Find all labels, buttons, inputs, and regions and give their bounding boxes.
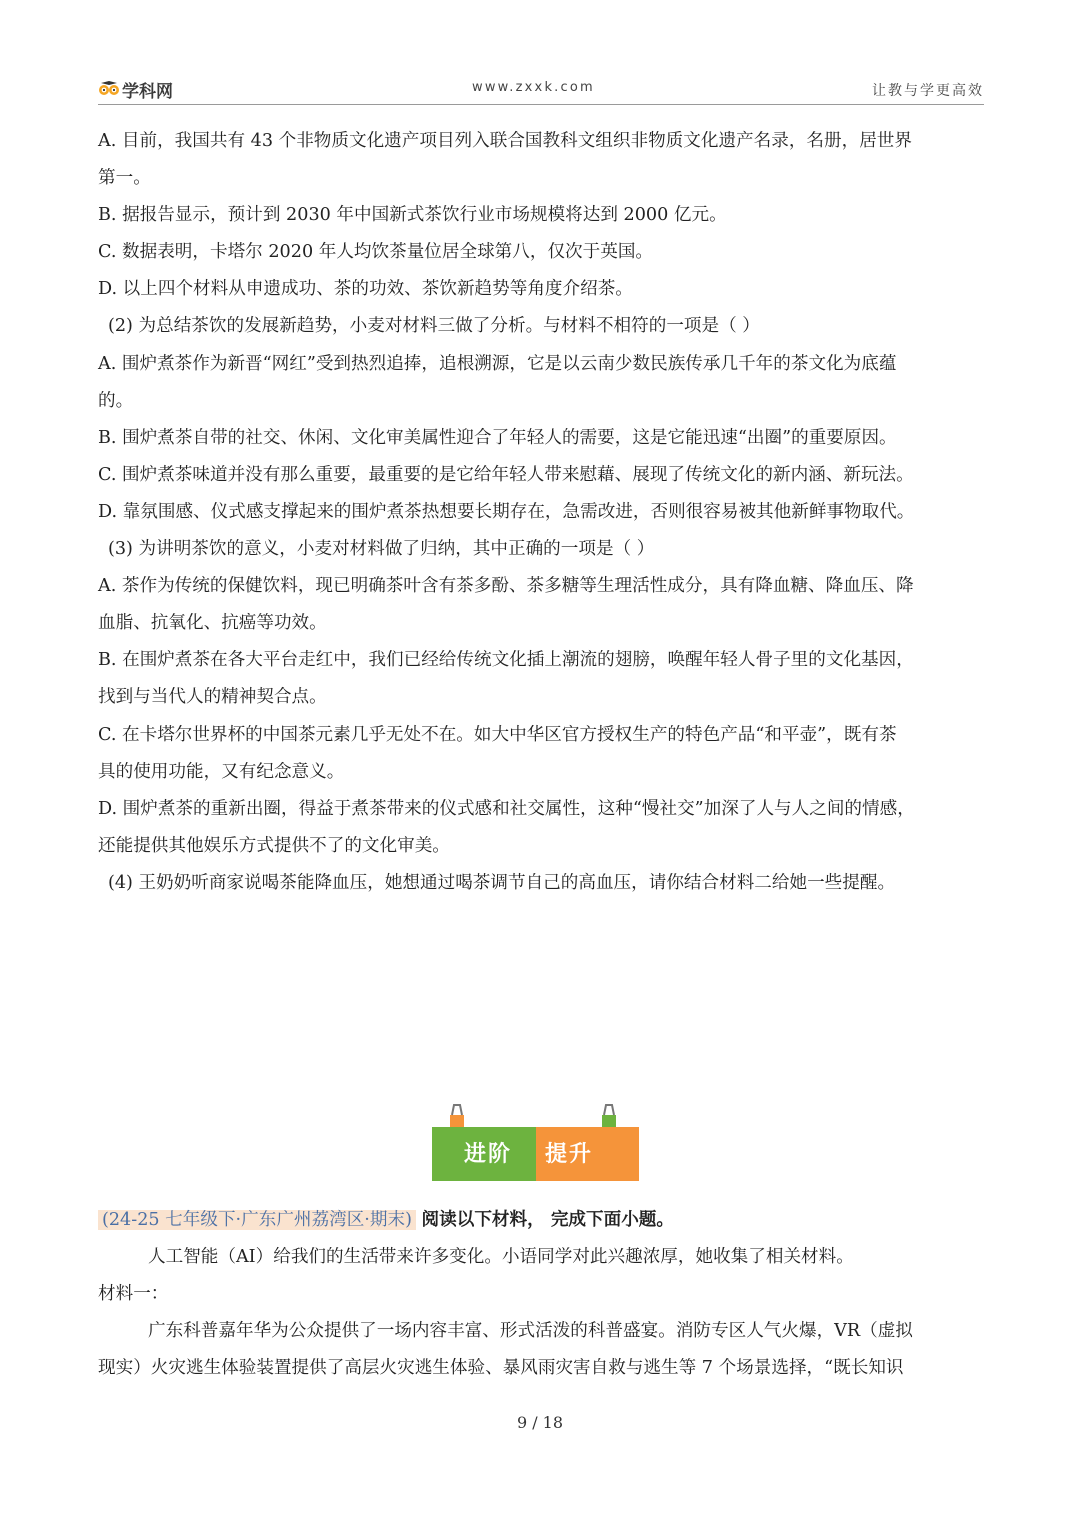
question-stem: (3) 为讲明茶饮的意义，小麦对材料做了归纳，其中正确的一项是（ ） <box>108 539 655 560</box>
reading-section <box>98 1201 984 1387</box>
text-line: 还能提供其他娱乐方式提供不了的文化审美。 <box>98 835 450 856</box>
material-label: 材料一： <box>98 1284 169 1305</box>
question-stem: (2) 为总结茶饮的发展新趋势，小麦对材料三做了分析。与材料不相符的一项是（ ） <box>108 316 760 337</box>
text-line: B. 围炉煮茶自带的社交、休闲、文化审美属性迎合了年轻人的需要，这是它能迅速“出圈”的重要原因。 <box>98 427 897 448</box>
logo <box>98 78 173 100</box>
text-line: 具的使用功能，又有纪念意义。 <box>98 761 345 782</box>
badge-right-text: 提升 <box>545 1142 594 1167</box>
material-paragraph: 广东科普嘉年华为公众提供了一场内容丰富、形式活泼的科普盛宴。消防专区人气火爆，VR（虚拟 <box>148 1321 913 1342</box>
text-line: A. 目前，我国共有 43 个非物质文化遗产项目列入联合国教科文组织非物质文化遗产名录，名册，居世界 <box>98 131 912 151</box>
text-line: B. 据报告显示，预计到 2030 年中国新式茶饮行业市场规模将达到 2000 亿元。 <box>98 205 727 226</box>
text-line: D. 靠氛围感、仪式感支撑起来的围炉煮茶热想要长期存在，急需改进，否则很容易被其他新鲜事物取代。 <box>98 501 915 522</box>
instruction: 阅读以下材料， 完成下面小题。 <box>421 1209 674 1230</box>
text-line: 的。 <box>98 390 134 411</box>
text-line: C. 数据表明，卡塔尔 2020 年人均饮茶量位居全球第八，仅次于英国。 <box>98 242 654 263</box>
source-tag: (24-25 七年级下·广东广州荔湾区·期末) <box>98 1210 416 1230</box>
material-paragraph-cont: 现实）火灾逃生体验装置提供了高层火灾逃生体验、暴风雨灾害自救与逃生等 7 个场景选择，“既长知识 <box>98 1358 904 1379</box>
text-line: D. 围炉煮茶的重新出圈，得益于煮茶带来的仪式感和社交属性，这种“慢社交”加深了人与人之间的情感， <box>98 798 915 819</box>
owl-logo-icon <box>98 80 120 98</box>
text-line: 找到与当代人的精神契合点。 <box>98 687 327 708</box>
text-line: D. 以上四个材料从申遗成功、茶的功效、茶饮新趋势等角度介绍茶。 <box>98 279 633 300</box>
logo-text: 学科网 <box>122 81 173 102</box>
text-line: 血脂、抗氧化、抗癌等功效。 <box>98 613 327 634</box>
text-line: C. 围炉煮茶味道并没有那么重要，最重要的是它给年轻人带来慰藉、展现了传统文化的新内涵、新玩法。 <box>98 464 914 485</box>
page-header <box>98 74 984 105</box>
site-url: www.zxxk.com <box>472 80 595 95</box>
intro-paragraph: 人工智能（AI）给我们的生活带来许多变化。小语同学对此兴趣浓厚，她收集了相关材料。 <box>148 1247 854 1268</box>
question-content <box>98 123 984 902</box>
header-slogan: 让教与学更高效 <box>872 83 984 99</box>
text-line: 第一。 <box>98 168 151 189</box>
question-stem: (4) 王奶奶听商家说喝茶能降血压，她想通过喝茶调节自己的高血压，请你结合材料二给她一些提醒。 <box>108 872 896 893</box>
text-line: A. 茶作为传统的保健饮料，现已明确茶叶含有茶多酚、茶多糖等生理活性成分，具有降血糖、降血压、降 <box>98 576 914 597</box>
text-line: B. 在围炉煮茶在各大平台走红中，我们已经给传统文化插上潮流的翅膀，唤醒年轻人骨子里的文化基因， <box>98 650 914 671</box>
section-heading <box>98 1201 984 1239</box>
page-number: 9 / 18 <box>516 1413 564 1432</box>
badge-left-text: 进阶 <box>464 1142 513 1167</box>
advanced-badge <box>432 1103 639 1181</box>
text-line: A. 围炉煮茶作为新晋“网红”受到热烈追捧，追根溯源，它是以云南少数民族传承几千年的茶文化为底蕴 <box>98 353 897 374</box>
text-line: C. 在卡塔尔世界杯的中国茶元素几乎无处不在。如大中华区官方授权生产的特色产品“和平壶”，既有茶 <box>98 724 897 745</box>
